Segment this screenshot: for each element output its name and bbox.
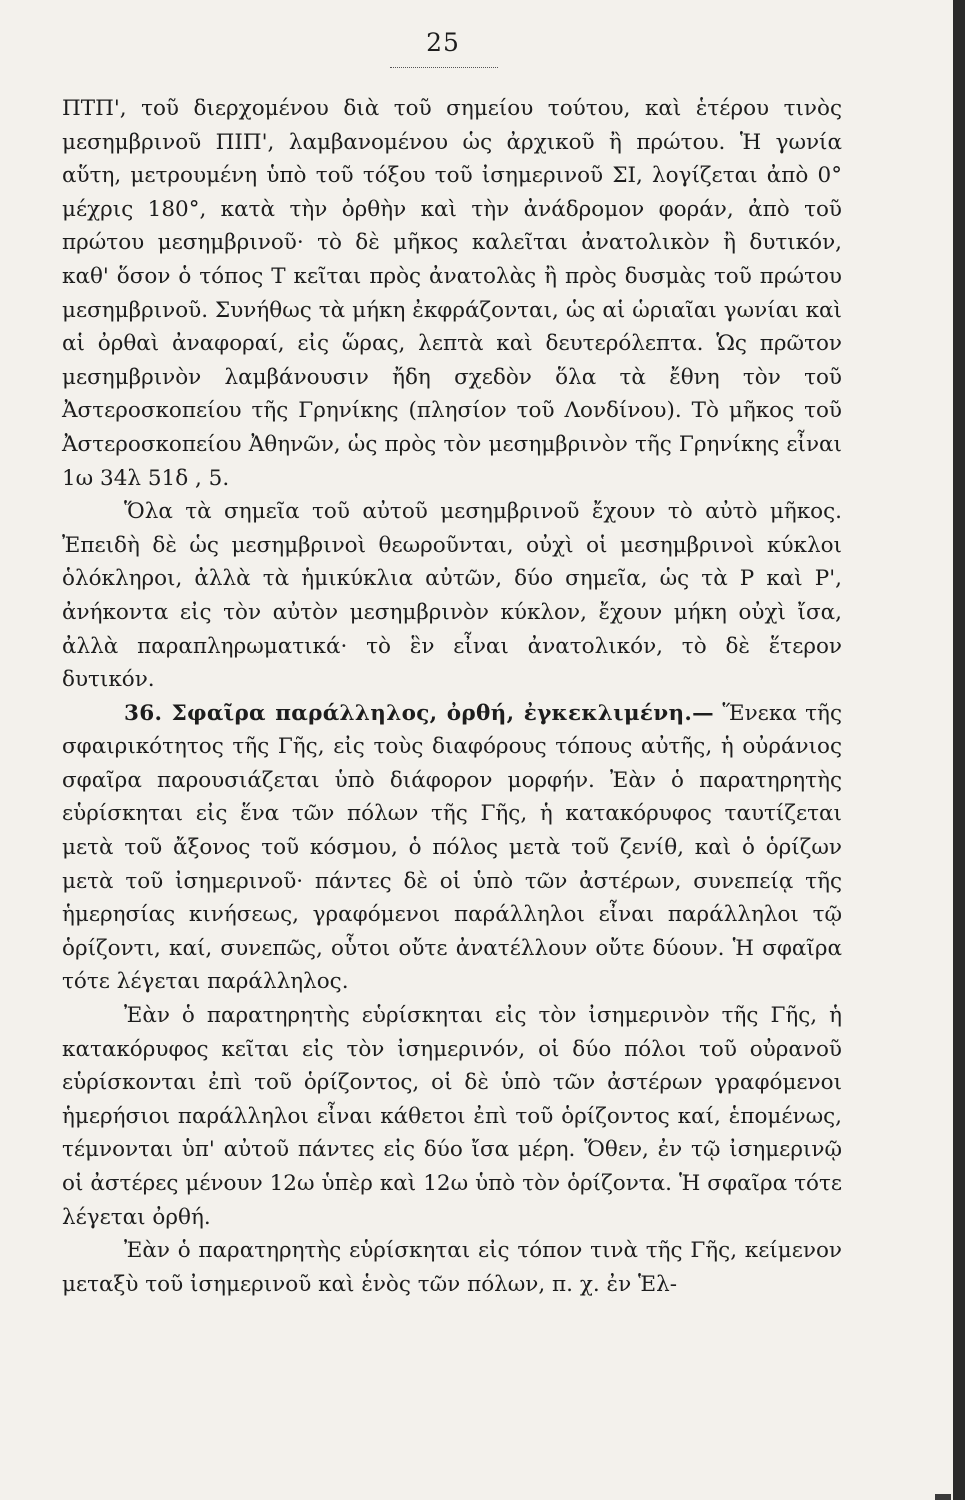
scan-edge-shadow [953, 0, 965, 1500]
paragraph: Ἐὰν ὁ παρατηρητὴς εὑρίσκηται εἰς τόπον τινὰ τῆς Γῆς, κείμενον μεταξὺ τοῦ ἰσημερινοῦ καὶ ἑνὸς τῶν πόλων, π. χ. ἐν Ἑλ- [62, 1238, 842, 1297]
scan-corner-mark [935, 1494, 951, 1500]
paragraph: ΠΤΠ', τοῦ διερχομένου διὰ τοῦ σημείου τούτου, καὶ ἑτέρου τινὸς μεσημβρινοῦ ΠΙΠ', λαμβανομένου ὡς ἀρχικοῦ ἢ πρώτου. Ἡ γωνία αὕτη, μετρουμένη ὑπὸ τοῦ τόξου τοῦ ἰσημερινοῦ ΣΙ, λογίζεται ἀπὸ 0° μέχρις 180°, κατὰ τὴν ὀρθὴν καὶ τὴν ἀνάδρομον φοράν, ἀπὸ τοῦ πρώτου μεσημβρινοῦ· τὸ δὲ μῆκος καλεῖται ἀνατολικὸν ἢ δυτικόν, καθ' ὅσον ὁ τόπος Τ κεῖται πρὸς ἀνατολὰς ἢ πρὸς δυσμὰς τοῦ πρώτου μεσημβρινοῦ. Συνήθως τὰ μήκη ἐκφράζονται, ὡς αἱ ὡριαῖαι γωνίαι καὶ αἱ ὀρθαὶ ἀναφοραί, εἰς ὥρας, λεπτὰ καὶ δευτερόλεπτα. Ὡς πρῶτον μεσημβρινὸν λαμβάνουσιν ἤδη σχεδὸν ὅλα τὰ ἔθνη τὸν τοῦ Ἀστεροσκοπείου τῆς Γρηνίκης (πλησίον τοῦ Λονδίνου). Τὸ μῆκος τοῦ Ἀστεροσκοπείου Ἀθηνῶν, ὡς πρὸς τὸν μεσημβρινὸν τῆς Γρηνίκης εἶναι 1ω 34λ 51δ , 5. [62, 96, 842, 491]
paragraph: Ἐὰν ὁ παρατηρητὴς εὑρίσκηται εἰς τὸν ἰσημερινὸν τῆς Γῆς, ἡ κατακόρυφος κεῖται εἰς τὸν ἰσημερινόν, οἱ δύο πόλοι τοῦ οὐρανοῦ εὑρίσκονται ἐπὶ τοῦ ὁρίζοντος, οἱ δὲ ὑπὸ τῶν ἀστέρων γραφόμενοι ἡμερήσιοι παράλληλοι εἶναι κάθετοι ἐπὶ τοῦ ὁρίζοντος καί, ἑπομένως, τέμνονται ὑπ' αὐτοῦ πάντες εἰς δύο ἴσα μέρη. Ὅθεν, ἐν τῷ ἰσημερινῷ οἱ ἀστέρες μένουν 12ω ὑπὲρ καὶ 12ω ὑπὸ τὸν ὁρίζοντα. Ἡ σφαῖρα τότε λέγεται ὀρθή. [62, 1003, 842, 1230]
page-number: 25 [426, 28, 460, 57]
page-number-rule [390, 67, 498, 68]
body-text [62, 92, 842, 1301]
paragraph-with-heading [62, 697, 842, 999]
section-heading: 36. Σφαῖρα παράλληλος, ὀρθή, ἐγκεκλιμένη.— [124, 700, 714, 726]
paragraph-text: Ἕνεκα τῆς σφαιρικότητος τῆς Γῆς, εἰς τοὺς διαφόρους τόπους αὐτῆς, ἡ οὐράνιος σφαῖρα παρουσιάζεται ὑπὸ διάφορον μορφήν. Ἐὰν ὁ παρατηρητὴς εὑρίσκηται εἰς ἕνα τῶν πόλων τῆς Γῆς, ἡ κατακόρυφος ταυτίζεται μετὰ τοῦ ἄξονος τοῦ κόσμου, ὁ πόλος μετὰ τοῦ ζενίθ, καὶ ὁ ὁρίζων μετὰ τοῦ ἰσημερινοῦ· πάντες δὲ οἱ ὑπὸ τῶν ἀστέρων, συνεπείᾳ τῆς ἡμερησίας κινήσεως, γραφόμενοι παράλληλοι εἶναι παράλληλοι τῷ ὁρίζοντι, καί, συνεπῶς, οὗτοι οὔτε ἀνατέλλουν οὔτε δύουν. Ἡ σφαῖρα τότε λέγεται παράλληλος. [62, 700, 842, 995]
paragraph: Ὅλα τὰ σημεῖα τοῦ αὐτοῦ μεσημβρινοῦ ἔχουν τὸ αὐτὸ μῆκος. Ἐπειδὴ δὲ ὡς μεσημβρινοὶ θεωροῦνται, οὐχὶ οἱ μεσημβρινοὶ κύκλοι ὁλόκληροι, ἀλλὰ τὰ ἡμικύκλια αὐτῶν, δύο σημεῖα, ὡς τὰ Ρ καὶ Ρ', ἀνήκοντα εἰς τὸν αὐτὸν μεσημβρινὸν κύκλον, ἔχουν μήκη οὐχὶ ἴσα, ἀλλὰ παραπληρωματικά· τὸ ἓν εἶναι ἀνατολικόν, τὸ δὲ ἕτερον δυτικόν. [62, 499, 842, 693]
